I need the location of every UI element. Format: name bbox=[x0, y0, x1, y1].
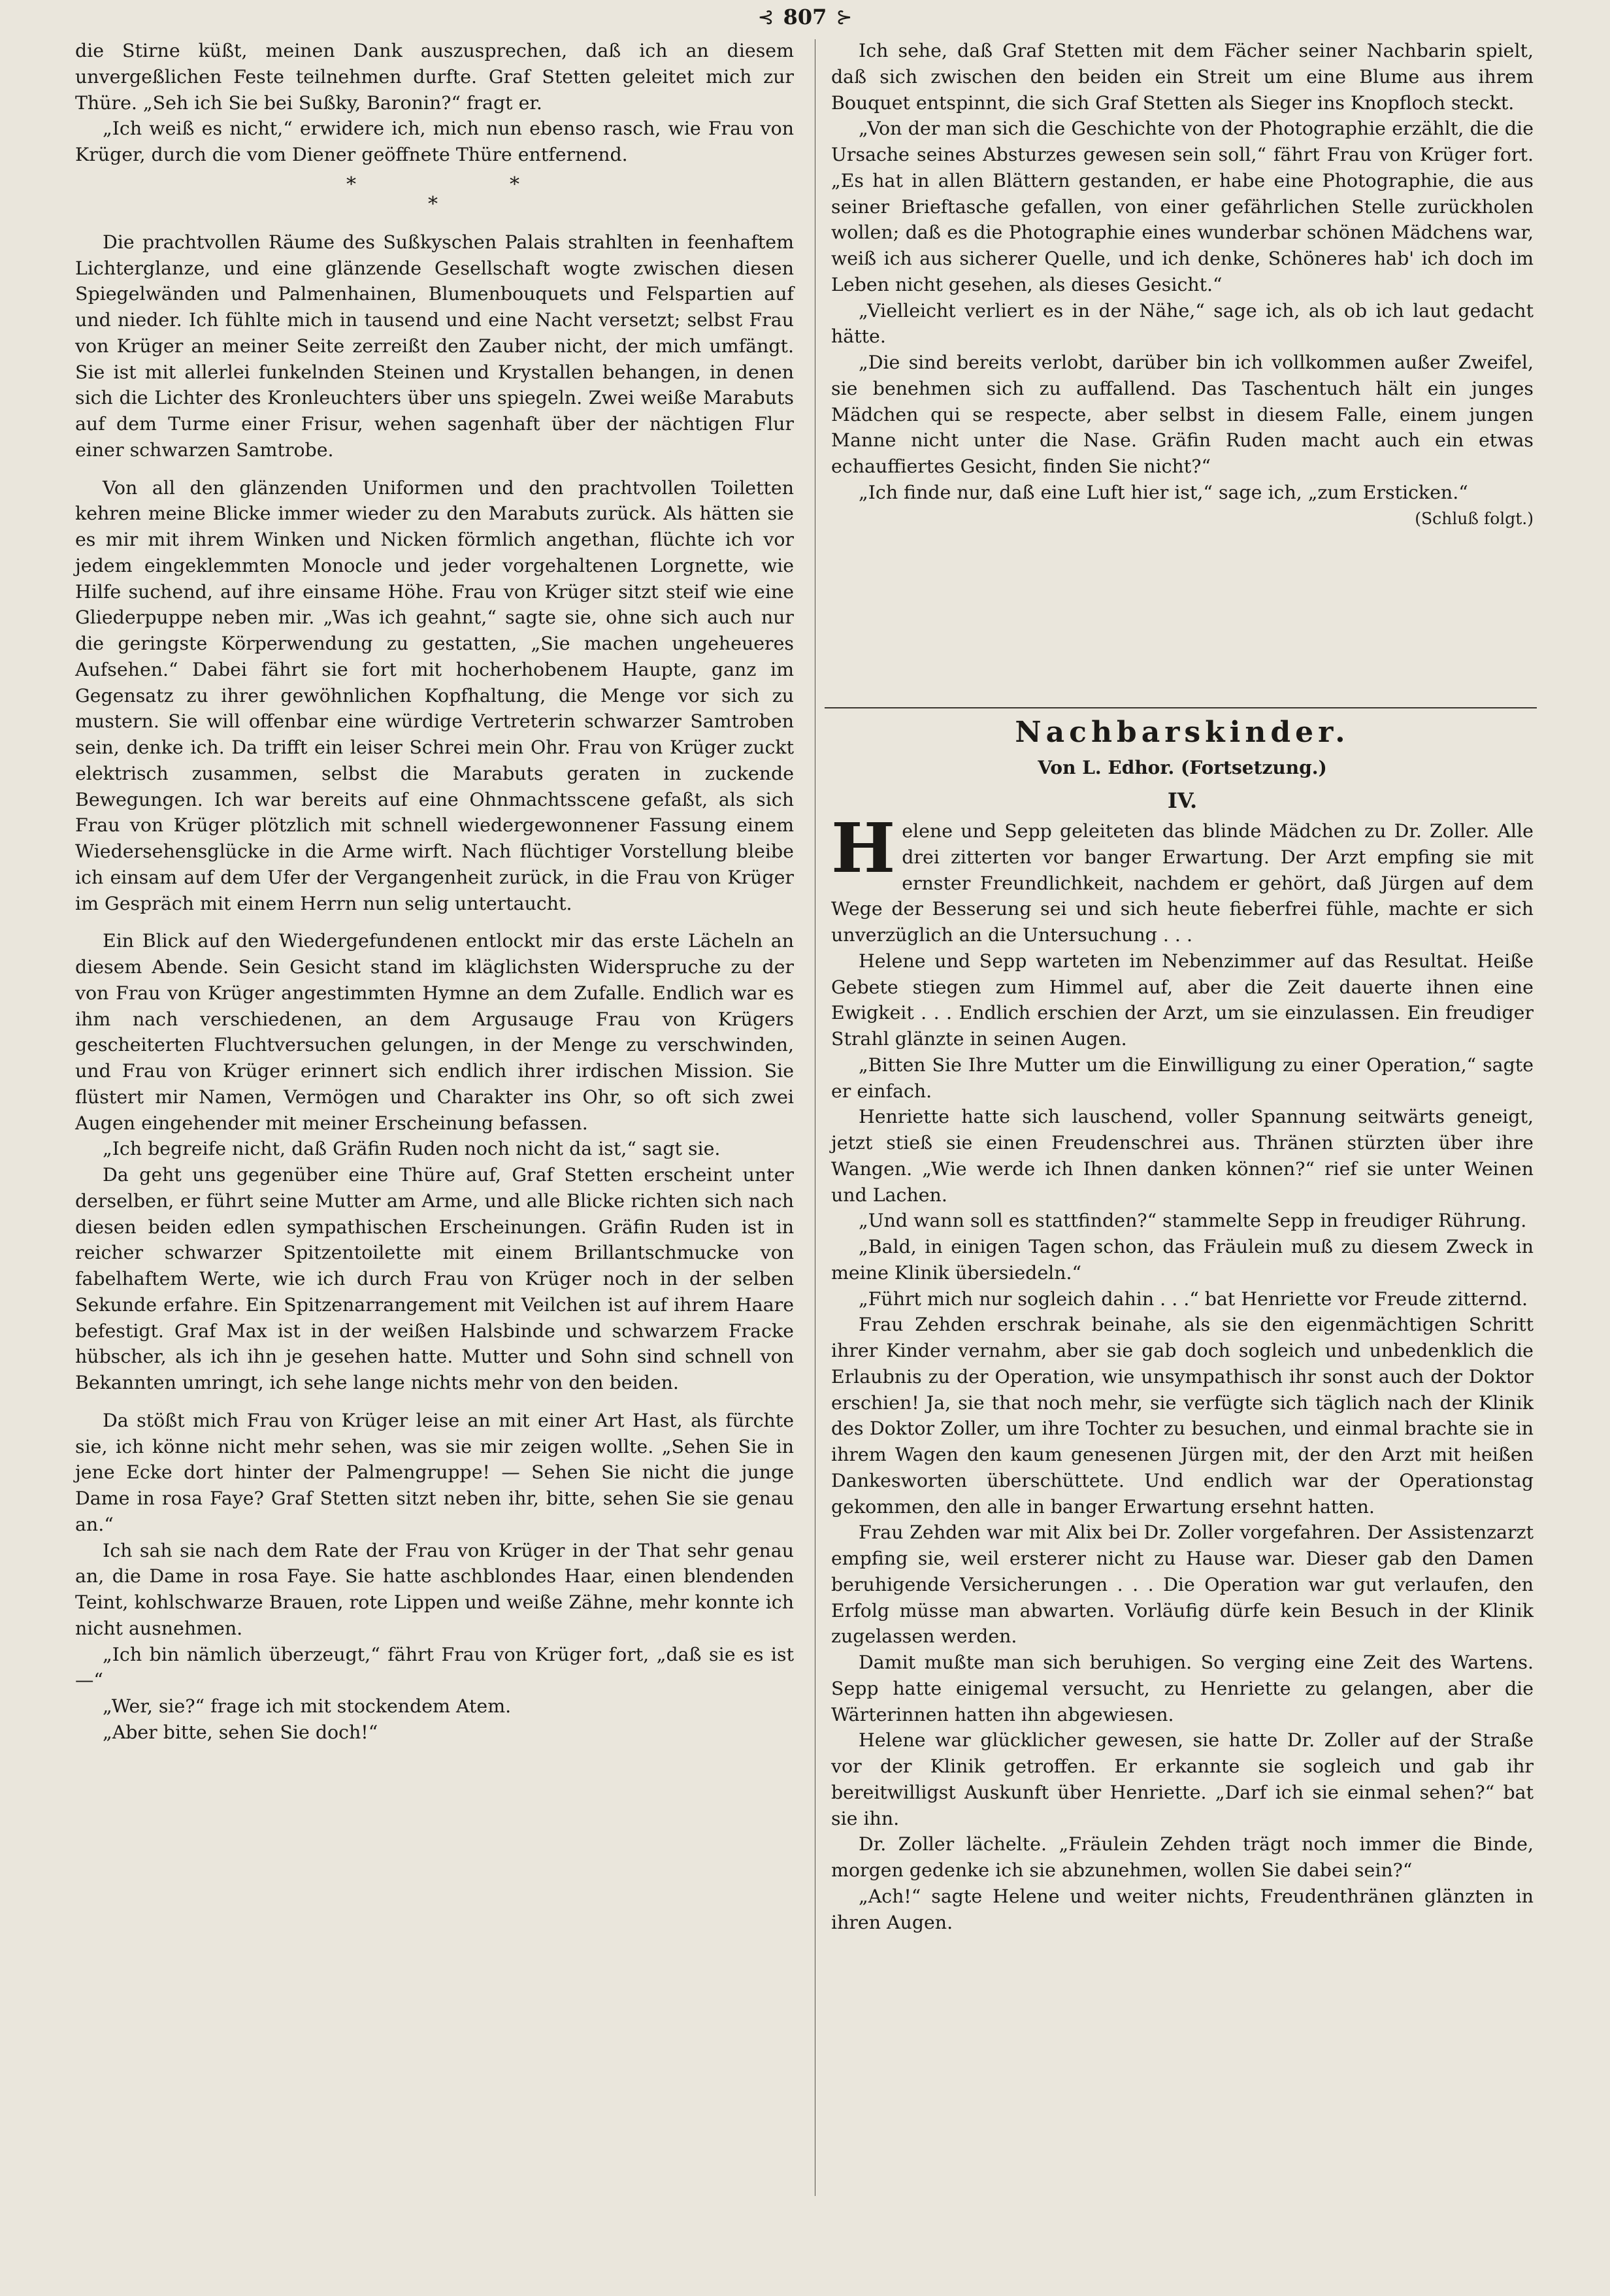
story-chapter: IV. bbox=[1167, 788, 1198, 813]
left-column bbox=[75, 38, 794, 1746]
story-body bbox=[831, 808, 1534, 1935]
paragraph: „Bald, in einigen Tagen schon, das Fräulein muß zu diesem Zweck in meine Klinik übersiedeln.“ bbox=[831, 1236, 1534, 1284]
paragraph: Da stößt mich Frau von Krüger leise an mit einer Art Hast, als fürchte sie, ich könne nicht mehr sehen, was sie mir zeigen wollte. „Sehen Sie in jene Ecke dort hinter der Palmengruppe! — Sehen Sie nicht die junge Dame in rosa Faye? Graf Stetten sitzt neben ihr, bitte, sehen Sie sie genau an.“ bbox=[75, 1409, 794, 1535]
paragraph: „Ich bin nämlich überzeugt,“ fährt Frau von Krüger fort, „daß sie es ist —“ bbox=[75, 1643, 794, 1691]
paragraph: Helene war glücklicher gewesen, sie hatte Dr. Zoller auf der Straße vor der Klinik getroffen. Er erkannte sie sogleich und gab ihr bereitwilligst Auskunft über Henriette. „Darf ich sie einmal sehen?“ bat sie ihn. bbox=[831, 1729, 1534, 1829]
paragraph: Ein Blick auf den Wiedergefundenen entlockt mir das erste Lächeln an diesem Abende. Sein Gesicht stand im kläglichsten Widerspruche zu der von Frau von Krüger angestimmten Hymne an dem Zufalle. Endlich war es ihm nach verschiedenen, an dem Argusauge Frau von Krügers gescheiterten Fluchtversuchen gelungen, in der Menge zu verschwinden, und Frau von Krüger erinnert sich endlich ihrer irdischen Mission. Sie flüstert mir Namen, Vermögen und Charakter ins Ohr, so oft sich zwei Augen eingehender mit meiner Erscheinung befassen. bbox=[75, 930, 794, 1134]
paragraph-text: elene und Sepp geleiteten das blinde Mädchen zu Dr. Zoller. Alle drei zitterten vor banger Erwartung. Der Arzt empfing sie mit ernster Freundlichkeit, nachdem er gehört, daß Jürgen auf dem Wege der Besserung sei und sich heute fieberfrei fühle, machte er sich unverzüglich an die Untersuchung . . . bbox=[831, 820, 1534, 946]
paragraph: Ich sah sie nach dem Rate der Frau von Krüger in der That sehr genau an, die Dame in rosa Faye. Sie hatte aschblondes Haar, einen blendenden Teint, kohlschwarze Brauen, rote Lippen und weiße Zähne, mehr konnte ich nicht ausnehmen. bbox=[75, 1539, 794, 1639]
paragraph: „Die sind bereits verlobt, darüber bin ich vollkommen außer Zweifel, sie benehmen sich zu auffallend. Das Taschentuch hält ein junges Mädchen qui se respecte, aber selbst in diesem Falle, einem jungen Manne nicht unter die Nase. Gräfin Ruden macht auch ein etwas echauffiertes Gesicht, finden Sie nicht?“ bbox=[831, 352, 1534, 477]
paragraph: Helene und Sepp warteten im Nebenzimmer auf das Resultat. Heiße Gebete stiegen zum Himmel auf, aber die Zeit dauerte ihnen eine Ewigkeit . . . Endlich erschien der Arzt, um sie einzulassen. Ein freudiger Strahl glänzte in seinen Augen. bbox=[831, 950, 1534, 1050]
continued-note: (Schluß folgt.) bbox=[1415, 508, 1534, 528]
paragraph: „Vielleicht verliert es in der Nähe,“ sage ich, als ob ich laut gedacht hätte. bbox=[831, 299, 1534, 348]
paragraph: „Ach!“ sagte Helene und weiter nichts, Freudenthränen glänzten in ihren Augen. bbox=[831, 1885, 1534, 1933]
paragraph: „Ich weiß es nicht,“ erwidere ich, mich nun ebenso rasch, wie Frau von Krüger, durch die vom Diener geöffnete Thüre entfernend. bbox=[75, 118, 794, 165]
paragraph: Damit mußte man sich beruhigen. So verging eine Zeit des Wartens. Sepp hatte einigemal versucht, zu Henriette zu gelangen, aber die Wärterinnen hatten ihn abgewiesen. bbox=[831, 1652, 1534, 1725]
page-header bbox=[0, 4, 1610, 30]
paragraph bbox=[831, 808, 1534, 948]
ornament-right-icon: ⊱ bbox=[836, 5, 853, 29]
paragraph: Von all den glänzenden Uniformen und den prachtvollen Toiletten kehren meine Blicke immer wieder zu den Marabuts zurück. Als hätten sie es mir mit ihrem Winken und Nicken förmlich angethan, flüchte ich vor jedem eingeklemmten Monocle und jeder vorgehaltenen Lorgnette, wie Hilfe suchend, auf ihre einsame Höhe. Frau von Krüger sitzt steif wie eine Gliederpuppe neben mir. „Was ich geahnt,“ sagte sie, ohne sich auch nur die geringste Körperwendung zu gestatten, „Sie machen ungeheueres Aufsehen.“ Dabei fährt sie fort mit hocherhobenem Haupte, ganz im Gegensatz zu ihrer gewöhnlichen Kopfhaltung, die Menge vor sich zu mustern. Sie will offenbar eine würdige Vertreterin schwarzer Samtroben sein, denke ich. Da trifft ein leiser Schrei mein Ohr. Frau von Krüger zuckt elektrisch zusammen, selbst die Marabuts geraten in zuckende Bewegungen. Ich war bereits auf eine Ohnmachtsscene gefaßt, als sich Frau von Krüger plötzlich mit schnell wiedergewonnener Fassung einem Wiedersehensglücke in die Arme wirft. Nach flüchtiger Vorstellung bleibe ich einsam auf dem Ufer der Vergangenheit zurück, in die Frau von Krüger im Gespräch mit einem Herrn nun selig untertaucht. bbox=[75, 476, 794, 914]
story-byline: Von L. Edhor. (Fortsetzung.) bbox=[1038, 757, 1327, 778]
paragraph: „Ich begreife nicht, daß Gräfin Ruden noch nicht da ist,“ sagt sie. bbox=[103, 1138, 721, 1160]
right-column-top bbox=[831, 38, 1534, 531]
paragraph: „Bitten Sie Ihre Mutter um die Einwilligung zu einer Operation,“ sagte er einfach. bbox=[831, 1054, 1534, 1102]
page-number: 807 bbox=[783, 5, 827, 29]
paragraph: Henriette hatte sich lauschend, voller Spannung seitwärts geneigt, jetzt stieß sie einen Freudenschrei aus. Thränen stürzten über ihre Wangen. „Wie werde ich Ihnen danken können?“ rief sie unter Weinen und Lachen. bbox=[831, 1106, 1534, 1206]
story-title: Nachbarskinder. bbox=[1015, 716, 1350, 749]
paragraph: Frau Zehden erschrak beinahe, als sie den eigenmächtigen Schritt ihrer Kinder vernahm, aber sie gab doch sogleich und unbedenklich die Erlaubnis zu der Operation, wie unsympathisch ihr sonst auch der Doktor erschien! Ja, sie that noch mehr, sie verfügte sich täglich nach der Klinik des Doktor Zoller, um ihre Tochter zu besuchen, und einmal brachte sie in ihrem Wagen den kaum genesenen Jürgen mit, der den Arzt mit heißen Dankesworten überschüttete. Und endlich war der Operationstag gekommen, den alle in banger Erwartung ersehnt hatten. bbox=[831, 1314, 1534, 1518]
paragraph: Frau Zehden war mit Alix bei Dr. Zoller vorgefahren. Der Assistenzarzt empfing sie, weil ersterer nicht zu Hause war. Dieser gab den Damen beruhigende Versicherungen . . . Die Operation war gut verlaufen, den Erfolg müsse man abwarten. Vorläufig dürfe kein Besuch in der Klinik zugelassen werden. bbox=[831, 1522, 1534, 1648]
paragraph: Ich sehe, daß Graf Stetten mit dem Fächer seiner Nachbarin spielt, daß sich zwischen den beiden ein Streit um eine Blume aus ihrem Bouquet entspinnt, die sich Graf Stetten als Sieger ins Knopfloch steckt. bbox=[831, 40, 1534, 114]
ornament-left-icon: ⊰ bbox=[757, 5, 774, 29]
paragraph: Dr. Zoller lächelte. „Fräulein Zehden trägt noch immer die Binde, morgen gedenke ich sie abzunehmen, wollen Sie dabei sein?“ bbox=[831, 1833, 1534, 1881]
paragraph: die Stirne küßt, meinen Dank auszusprechen, daß ich an diesem unvergeßlichen Feste teilnehmen durfte. Graf Stetten geleitet mich zur Thüre. „Seh ich Sie bei Sußky, Baronin?“ fragt er. bbox=[75, 40, 794, 114]
paragraph: „Und wann soll es stattfinden?“ stammelte Sepp in freudiger Rührung. bbox=[859, 1210, 1527, 1232]
drop-cap: H bbox=[831, 808, 896, 888]
paragraph: „Von der man sich die Geschichte von der Photographie erzählt, die die Ursache seines Absturzes gewesen sein soll,“ fährt Frau von Krüger fort. „Es hat in allen Blättern gestanden, er habe eine Photographie, die aus seiner Brieftasche gefallen, von einer gefährlichen Stelle zurückholen wollen; daß es die Photographie eines wunderbar schönen Mädchens war, weiß ich aus sicherer Quelle, und ich denke, Schöneres hab' ich doch im Leben nicht gesehen, als dieses Gesicht.“ bbox=[831, 118, 1534, 295]
paragraph: „Wer, sie?“ frage ich mit stockendem Atem. bbox=[103, 1695, 512, 1717]
paragraph: Die prachtvollen Räume des Sußkyschen Palais strahlten in feenhaftem Lichterglanze, und eine glänzende Gesellschaft wogte zwischen diesen Spiegelwänden und Palmenhainen, Blumenbouquets und Felspartien auf und nieder. Ich fühlte mich in tausend und eine Nacht versetzt; selbst Frau von Krüger an meiner Seite zerreißt den Zauber nicht, der mich umfängt. Sie ist mit allerlei funkelnden Steinen und Krystallen behangen, in denen sich die Lichter des Kronleuchters über uns spiegeln. Zwei weiße Marabuts auf dem Turme einer Frisur, wehen sagenhaft über der nächtigen Flur einer schwarzen Samtrobe. bbox=[75, 231, 794, 461]
paragraph: „Aber bitte, sehen Sie doch!“ bbox=[103, 1721, 378, 1743]
paragraph: „Führt mich nur sogleich dahin . . .“ bat Henriette vor Freude zitternd. bbox=[859, 1288, 1528, 1310]
paragraph: „Ich finde nur, daß eine Luft hier ist,“ sage ich, „zum Ersticken.“ bbox=[859, 481, 1468, 503]
section-separator: * * * bbox=[346, 173, 519, 216]
paragraph: Da geht uns gegenüber eine Thüre auf, Graf Stetten erscheint unter derselben, er führt seine Mutter am Arme, und alle Blicke richten sich nach diesen beiden edlen sympathischen Erscheinungen. Gräfin Ruden ist in reicher schwarzer Spitzentoilette mit einem Brillantschmucke von fabelhaftem Werte, wie ich durch Frau von Krüger noch in der selben Sekunde erfahre. Ein Spitzenarrangement mit Veilchen ist auf ihrem Haare befestigt. Graf Max ist in der weißen Halsbinde und schwarzem Fracke hübscher, als ich ihn je gesehen hatte. Mutter und Sohn sind schnell von Bekannten umringt, ich sehe lange nichts mehr von den beiden. bbox=[75, 1164, 794, 1393]
section-rule bbox=[825, 707, 1537, 708]
